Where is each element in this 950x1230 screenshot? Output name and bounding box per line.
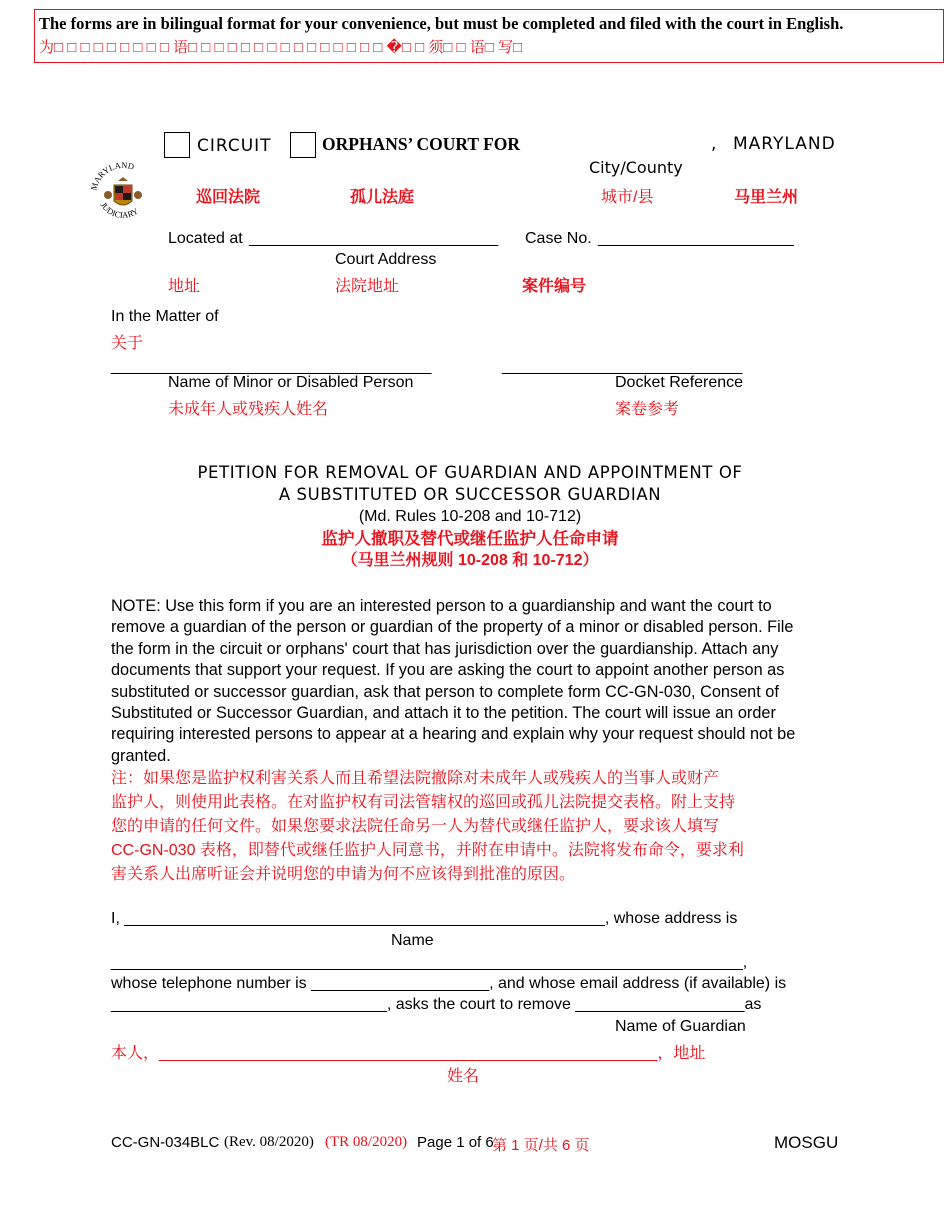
note-zh-line: CC-GN-030 表格，即替代或继任监护人同意书，并附在申请中。法院将发布命令，要求利: [111, 842, 744, 859]
note-english: [111, 596, 841, 767]
minor-name-field[interactable]: ____________________________________: [111, 358, 432, 375]
petitioner-name-label-zh: 姓名: [447, 1068, 480, 1085]
guardian-name-label: Name of Guardian: [615, 1018, 746, 1035]
located-at-label: Located at: [168, 230, 243, 247]
note-zh-line: 注：如果您是监护权利害关系人而且希望法院撤除对未成年人或残疾人的当事人或财产: [111, 770, 720, 787]
maryland-judiciary-seal: [88, 155, 158, 230]
note-line: substituted or successor guardian, ask that person to complete form CC-GN-030, Consent of: [111, 682, 779, 701]
form-title: [0, 462, 940, 572]
circuit-checkbox[interactable]: [164, 132, 190, 158]
revision-date: (Rev. 08/2020): [224, 1134, 314, 1150]
seal-top-text: MARYLAND: [88, 159, 136, 192]
minor-name-label: Name of Minor or Disabled Person: [168, 374, 414, 391]
orphans-court-label: ORPHANS’ COURT FOR: [322, 134, 521, 154]
in-the-matter-of-label-zh: 关于: [111, 335, 144, 352]
translation-date: (TR 08/2020): [325, 1134, 408, 1150]
minor-name-label-zh: 未成年人或残疾人姓名: [168, 401, 329, 418]
note-line: Substituted or Successor Guardian, and attach it to the petition. The court will issue an order: [111, 704, 776, 723]
orphans-court-label-zh: 孤儿法庭: [350, 189, 415, 206]
note-line: requiring interested persons to appear at a hearing and explain why your request should not be: [111, 725, 796, 744]
banner-chinese-text: 为□ □ □ □ □ □ □ □ □ 语□ □ □ □ □ □ □ □ □ □ □ □ □ □ □ �□ □ 须□ □ 语□ 写□: [39, 39, 523, 56]
mosgu-code: MOSGU: [774, 1133, 839, 1152]
note-line: NOTE: Use this form if you are an interested person to a guardianship and want the court to: [111, 597, 772, 615]
title-zh-line-1: 监护人撤职及替代或继任监护人任命申请: [321, 530, 619, 548]
case-number-field[interactable]: ______________________: [598, 230, 794, 247]
case-number-label-zh: 案件编号: [522, 278, 587, 295]
seal-bottom-text: JUDICIARY: [98, 200, 140, 221]
page-number: Page 1 of 6: [417, 1134, 494, 1151]
page-number-zh: 第 1 页/共 6 页: [492, 1137, 590, 1154]
title-line-1: PETITION FOR REMOVAL OF GUARDIAN AND APPOINTMENT OF: [197, 463, 743, 482]
title-line-2: A SUBSTITUTED OR SUCCESSOR GUARDIAN: [278, 485, 662, 504]
note-chinese: [111, 767, 846, 887]
case-number-label: Case No.: [525, 230, 592, 247]
circuit-label: CIRCUIT: [197, 136, 272, 156]
note-zh-line: 监护人，则使用此表格。在对监护权有司法管辖权的巡回或孤儿法院提交表格。附上支持: [111, 794, 736, 811]
seal-crest-icon: [104, 177, 142, 205]
city-county-label: City/County: [589, 158, 683, 177]
note-line: documents that support your request. If you are asking the court to appoint another person as: [111, 661, 785, 680]
circuit-label-zh: 巡回法院: [196, 189, 261, 206]
petitioner-remove-guardian-line[interactable]: _______________________________, asks the court to remove ___________________as: [111, 996, 762, 1013]
title-rules: (Md. Rules 10-208 and 10-712): [358, 508, 582, 525]
bilingual-notice-banner: [34, 9, 944, 63]
petitioner-name-line[interactable]: I, ______________________________________________________, whose address is: [111, 910, 738, 927]
petitioner-phone-email-line[interactable]: whose telephone number is ____________________, and whose email address (if available) is: [111, 975, 787, 992]
maryland-label: MARYLAND: [733, 134, 836, 154]
orphans-court-checkbox[interactable]: [290, 132, 316, 158]
comma: ,: [711, 134, 717, 154]
note-zh-line: 您的申请的任何文件。如果您要求法院任命另一人为替代或继任监护人，要求该人填写: [111, 818, 720, 835]
in-the-matter-of-label: In the Matter of: [111, 308, 219, 325]
note-zh-line: 害关系人出席听证会并说明您的申请为何不应该得到批准的原因。: [111, 866, 576, 883]
petitioner-name-label: Name: [391, 932, 434, 949]
petitioner-name-line-zh[interactable]: 本人，________________________________________________________，地址: [111, 1045, 706, 1062]
city-county-label-zh: 城市/县: [601, 189, 654, 206]
court-address-label-zh: 法院地址: [335, 278, 400, 295]
docket-reference-field[interactable]: ___________________________: [502, 358, 743, 375]
form-code: CC-GN-034BLC: [111, 1134, 220, 1151]
docket-reference-label: Docket Reference: [615, 374, 744, 391]
court-address-label: Court Address: [335, 251, 437, 268]
docket-reference-label-zh: 案卷参考: [615, 401, 680, 418]
located-at-field[interactable]: ____________________________: [249, 230, 499, 247]
title-zh-line-2: （马里兰州规则 10-208 和 10-712）: [341, 552, 599, 569]
note-line: remove a guardian of the person or guardian of the property of a minor or disabled person. File: [111, 618, 794, 637]
note-line: the form in the circuit or orphans' court that has jurisdiction over the guardianship. Attach any: [111, 639, 779, 658]
address-label-zh: 地址: [168, 278, 201, 295]
petitioner-address-line[interactable]: _______________________________________________________________________,: [111, 954, 748, 971]
maryland-label-zh: 马里兰州: [734, 189, 799, 206]
banner-english-text: The forms are in bilingual format for your convenience, but must be completed and filed with the court in English.: [39, 14, 844, 33]
note-line: granted.: [111, 746, 171, 765]
